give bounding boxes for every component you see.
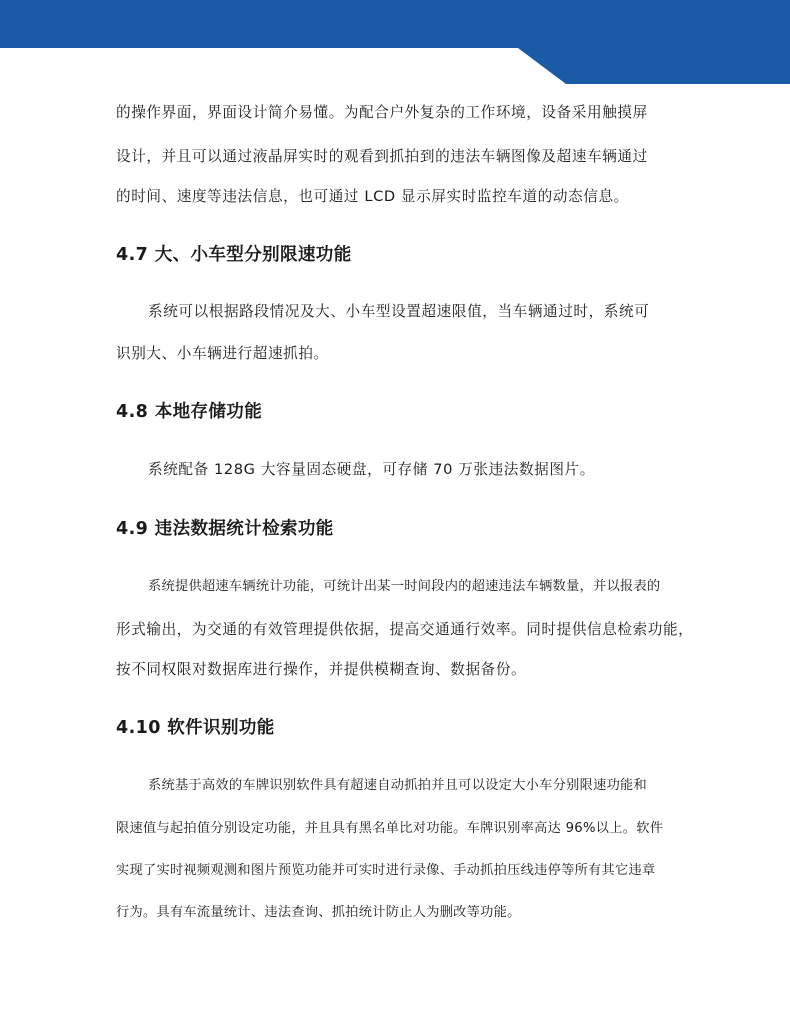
section-4-10-line-2: 限速值与起拍值分别设定功能，并且具有黑名单比对功能。车牌识别率高达 96%以上。软件 (116, 821, 664, 836)
section-4-9-heading: 4.9 违法数据统计检索功能 (116, 519, 334, 539)
section-4-10-heading: 4.10 软件识别功能 (116, 718, 275, 738)
section-4-7-line-1: 系统可以根据路段情况及大、小车型设置超速限值，当车辆通过时，系统可 (148, 303, 650, 320)
section-4-10-line-4: 行为。具有车流量统计、违法查询、抓拍统计防止人为删改等功能。 (116, 905, 521, 920)
intro-line-3: 的时间、速度等违法信息，也可通过 LCD 显示屏实时监控车道的动态信息。 (116, 188, 629, 205)
section-4-9-line-1: 系统提供超速车辆统计功能，可统计出某一时间段内的超速违法车辆数量，并以报表的 (148, 579, 661, 594)
section-4-8-heading: 4.8 本地存储功能 (116, 402, 263, 422)
section-4-7-line-2: 识别大、小车辆进行超速抓拍。 (116, 345, 329, 362)
intro-line-1: 的操作界面，界面设计简介易懂。为配合户外复杂的工作环境，设备采用触摸屏 (116, 104, 648, 121)
section-4-10-line-1: 系统基于高效的车牌识别软件具有超速自动抓拍并且可以设定大小车分别限速功能和 (148, 778, 648, 793)
section-4-8-line-1: 系统配备 128G 大容量固态硬盘，可存储 70 万张违法数据图片。 (148, 461, 595, 478)
intro-line-2: 设计，并且可以通过液晶屏实时的观看到抓拍到的违法车辆图像及超速车辆通过 (116, 148, 648, 165)
section-4-10-line-3: 实现了实时视频观测和图片预览功能并可实时进行录像、手动抓拍压线违停等所有其它违章 (116, 863, 656, 878)
section-4-9-line-2: 形式输出，为交通的有效管理提供依据，提高交通通行效率。同时提供信息检索功能， (116, 621, 694, 638)
section-4-9-line-3: 按不同权限对数据库进行操作，并提供模糊查询、数据备份。 (116, 661, 527, 678)
section-4-7-heading: 4.7 大、小车型分别限速功能 (116, 245, 352, 265)
